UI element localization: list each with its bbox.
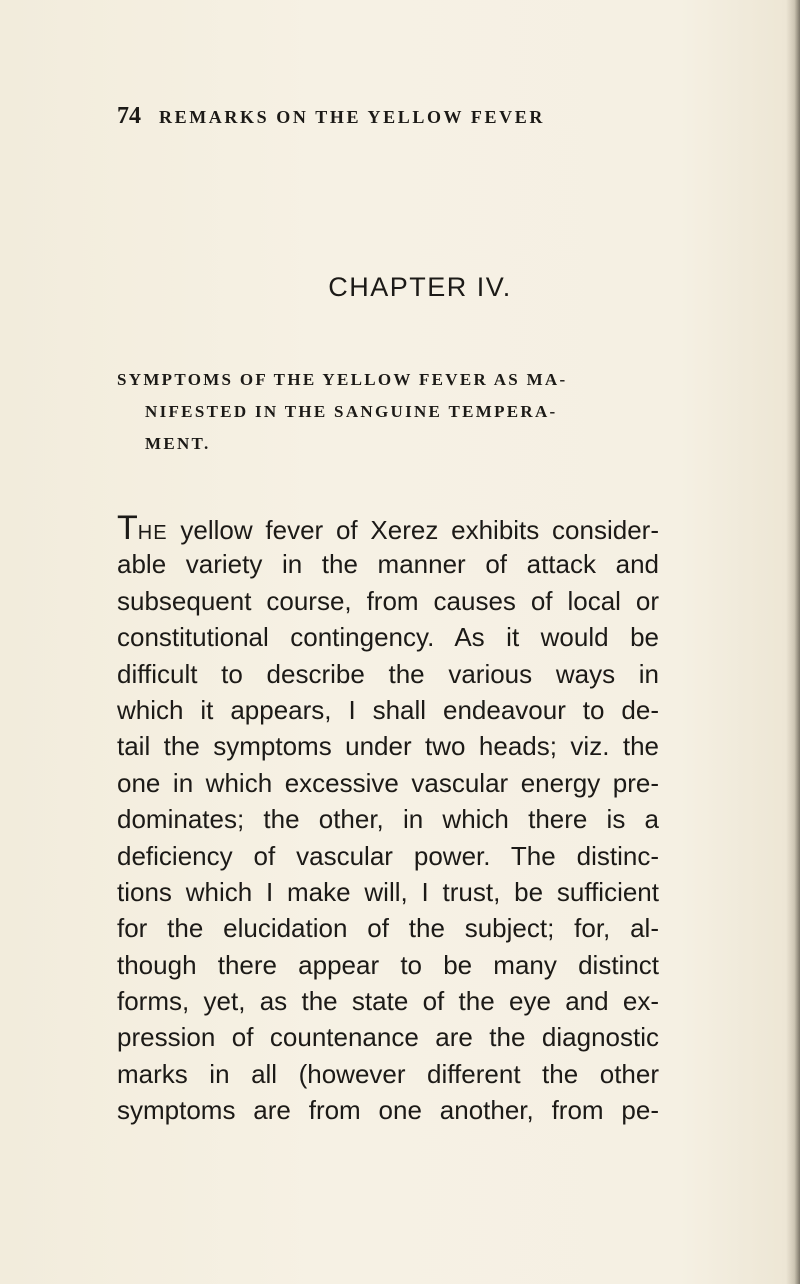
body-line: dominates; the other, in which there is a: [117, 804, 659, 835]
section-heading-line: MENT.: [145, 434, 211, 453]
body-line: forms, yet, as the state of the eye and ex-: [117, 986, 659, 1017]
body-line: for the elucidation of the subject; for, al-: [117, 913, 659, 944]
body-line: subsequent course, from causes of local or: [117, 585, 659, 616]
section-heading-line: SYMPTOMS OF THE YELLOW FEVER AS MA-: [117, 370, 568, 389]
body-line: tions which I make will, I trust, be sufficient: [117, 876, 659, 907]
section-heading: [117, 364, 657, 460]
page-number: 74: [117, 103, 141, 129]
small-caps-word: HE: [137, 522, 168, 544]
body-line: though there appear to be many distinct: [117, 949, 659, 980]
running-title: REMARKS ON THE YELLOW FEVER: [159, 107, 545, 127]
body-line: symptoms are from one another, from pe-: [117, 1095, 659, 1126]
body-line: difficult to describe the various ways in: [117, 658, 659, 689]
body-line: able variety in the manner of attack and: [117, 549, 659, 580]
body-line: tail the symptoms under two heads; viz. the: [117, 731, 659, 762]
body-line: which it appears, I shall endeavour to de-: [117, 694, 659, 725]
body-line-first: [117, 510, 659, 546]
chapter-title: CHAPTER IV.: [328, 272, 512, 302]
body-line: constitutional contingency. As it would be: [117, 622, 659, 653]
running-head: [117, 103, 637, 135]
body-line: one in which excessive vascular energy pre-: [117, 767, 659, 798]
section-heading-line: NIFESTED IN THE SANGUINE TEMPERA-: [145, 402, 558, 421]
page-edge-shadow: [786, 0, 800, 1284]
body-line: marks in all (however different the other: [117, 1058, 659, 1089]
body-paragraph: [117, 510, 659, 1129]
body-line: deficiency of vascular power. The distinc-: [117, 840, 659, 871]
body-line-text: yellow fever of Xerez exhibits consider-: [167, 515, 659, 545]
drop-cap: T: [117, 509, 138, 547]
body-line: pression of countenance are the diagnostic: [117, 1022, 659, 1053]
